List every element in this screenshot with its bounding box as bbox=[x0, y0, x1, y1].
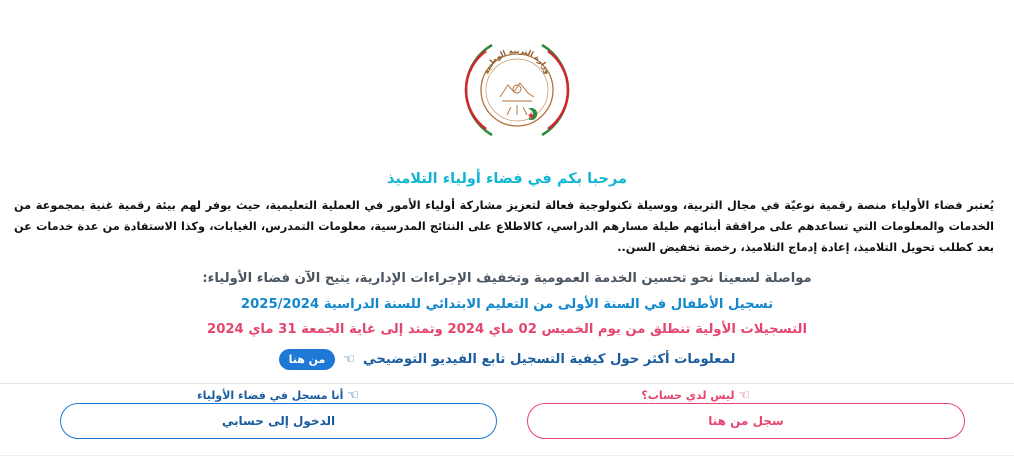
pointing-hand-icon: ☜ bbox=[738, 388, 750, 403]
video-info-text: لمعلومات أكثر حول كيفية التسجيل تابع الفيديو التوضيحي bbox=[363, 352, 736, 367]
registration-announcement: تسجيل الأطفال في السنة الأولى من التعليم الابتدائي للسنة الدراسية 2025/2024 bbox=[240, 297, 774, 312]
no-account-label bbox=[641, 388, 750, 403]
login-button[interactable]: الدخول إلى حسابي bbox=[60, 403, 497, 439]
register-button[interactable]: سجل من هنا bbox=[527, 403, 965, 439]
no-account-text: ليس لدي حساب؟ bbox=[641, 389, 735, 402]
ministry-seal-icon bbox=[462, 35, 572, 145]
registered-label bbox=[197, 388, 359, 403]
announcement-headline: مواصلة لسعينا نحو تحسين الخدمة العمومية وتخفيف الإجراءات الإدارية، يتيح الآن فضاء الأولياء: bbox=[202, 271, 812, 286]
bottom-divider bbox=[0, 455, 1014, 456]
intro-paragraph: يُعتبر فضاء الأولياء منصة رقمية نوعيّة في مجال التربية، ووسيلة تكنولوجية فعالة لتعزيز مشاركة أولياء الأمور في العملية التعليمية، حيث يوفر لهم بيئة رقمية غنية بمجموعة من الخدمات والمعلومات التي تساعدهم على مرافقة أبنائهم طيلة مسارهم الدراسي، كالاطلاع على النتائج المدرسية، معلومات التمدرس، الغيابات، وكذا الاستفادة من عدة خدمات عن بعد كطلب تحويل التلاميذ، إعادة إدماج التلاميذ، رخصة تخفيض السن.. bbox=[14, 199, 994, 254]
pointing-hand-icon: ☜ bbox=[343, 352, 356, 367]
pointing-hand-icon: ☜ bbox=[347, 388, 359, 403]
ministry-logo bbox=[462, 35, 572, 145]
svg-text:وزارة التربية الوطنية: وزارة التربية الوطنية bbox=[481, 45, 553, 76]
registration-deadline: التسجيلات الأولية تنطلق من يوم الخميس 02 ماي 2024 وتمتد إلى غاية الجمعة 31 ماي 2024 bbox=[207, 322, 807, 337]
video-info-line bbox=[0, 349, 1014, 370]
video-link-button[interactable]: من هنا bbox=[279, 349, 336, 370]
section-divider bbox=[0, 383, 1014, 384]
welcome-title: مرحبا بكم في فضاء أولياء التلاميذ bbox=[387, 171, 627, 187]
registered-text: أنا مسجل في فضاء الأولياء bbox=[197, 389, 344, 402]
